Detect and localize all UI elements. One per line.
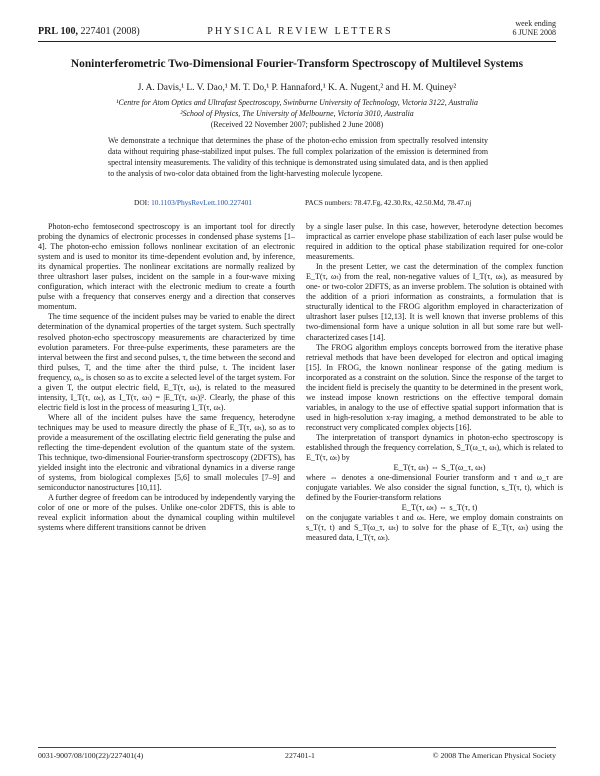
- body-paragraph: In the present Letter, we cast the determination of the complex function E_T(τ, ωₜ) from the real, non-negative values of I_T(τ, ωₜ), as measured by one- or two-color 2DFTS, as an inverse problem. The solution is obtained with the addition of a priori information as constraints, a formulation that is structurally identical to the FROG algorithm employed in characterization of ultrashort laser pulses [12,13]. It is well known that inverse problems of this two-dimensional form have a unique solution in all but some rare but well-characterized cases [14].: [306, 262, 563, 342]
- week-ending: [512, 19, 556, 37]
- body-paragraph: The time sequence of the incident pulses may be varied to enable the direct determination of the dynamical properties of the target system. Such spectrally resolved photon-echo spectroscopy measurements are characterized by time evolution parameters. For three-pulse experiments, these parameters are the interval between the first and second pulses, τ, the time between the second and third pulses, T, and the time after the third pulse, t. The incident laser frequency, ω₀, is chosen so as to excite a selected level of the target system. For a given T, the output electric field, E_T(τ, ωₜ), is related to the measured intensity, I_T(τ, ωₜ), as I_T(τ, ωₜ) = |E_T(τ, ωₜ)|². Clearly, the phase of this electric field is lost in the process of measuring I_T(τ, ωₜ).: [38, 312, 295, 412]
- header-rule: [38, 41, 556, 42]
- body-paragraph: on the conjugate variables t and ωₜ. Here, we employ domain constraints on s_T(τ, t) and S_T(ω_τ, ωₜ) to solve for the phase of E_T(τ, ωₜ) using the measured data, I_T(τ, ωₜ).: [306, 513, 563, 543]
- equation-2: E_T(τ, ωₜ) ⇔ s_T(τ, t): [401, 503, 478, 513]
- doi-line: [134, 198, 252, 207]
- author-list: J. A. Davis,¹ L. V. Dao,¹ M. T. Do,¹ P. Hannaford,¹ K. A. Nugent,² and H. M. Quiney²: [137, 83, 457, 93]
- doi-label: DOI:: [134, 198, 150, 207]
- body-paragraph: Where all of the incident pulses have the same frequency, heterodyne techniques may be used to measure directly the phase of E_T(τ, ωₜ), so as to provide a measurement of the oscillating electric field generating the pulse and reflecting the time-dependent evolution of the quantum state of the system. This technique, two-dimensional Fourier-transform spectroscopy (2DFTS), has yielded insight into the electronic and vibrational dynamics in a diverse range of systems, from biological complexes [5,6] to small molecules [7–9] and semiconductor nanostructures [10,11].: [38, 412, 295, 493]
- affiliation-1: ¹Centre for Atom Optics and Ultrafast Spectroscopy, Swinburne University of Technology, Victoria 3122, Australia: [116, 98, 478, 107]
- article-ref: 227401 (2008): [80, 26, 140, 37]
- body-paragraph: The FROG algorithm employs concepts borrowed from the iterative phase retrieval methods that have been developed for electron and optical imaging [15]. In FROG, the known nonlinear response of the gating medium is incorporated as a constraint on the solution. Since the response of the target to the incident field is precisely the quantity to be determined in the present work, we instead impose known restrictions on the effective temporal domain variables, in analogy to the use of effective spatial support information that is used in high-resolution x-ray imaging, a method demonstrated to be able to reconstruct very complicated complex objects [16].: [306, 342, 563, 432]
- received-dates: (Received 22 November 2007; published 2 June 2008): [210, 120, 384, 129]
- right-column: [306, 222, 563, 544]
- doi-link[interactable]: 10.1103/PhysRevLett.100.227401: [151, 198, 252, 207]
- left-column: [38, 222, 295, 533]
- body-paragraph: by a single laser pulse. In this case, however, heterodyne detection becomes impractical as carrier envelope phase stabilization of each laser pulse would be required in addition to the optical phase stabilization required for one-color measurements.: [306, 222, 563, 262]
- pacs-numbers: PACS numbers: 78.47.Fg, 42.30.Rx, 42.50.Md, 78.47.nj: [305, 198, 472, 207]
- body-paragraph: A further degree of freedom can be introduced by independently varying the color of one or more of the pulses. Unlike one-color 2DFTS, this is able to reveal explicit information about the dynamical coupling within multilevel systems where different transitions cannot be driven: [38, 493, 295, 533]
- footer-code: 0031-9007/08/100(22)/227401(4): [38, 751, 144, 760]
- body-paragraph: where ⇔ denotes a one-dimensional Fourier transform and τ and ω_τ are conjugate variables. We also consider the signal function, s_T(τ, t), which is defined by the Fourier-transform relations: [306, 473, 563, 503]
- week-ending-date: 6 JUNE 2008: [512, 28, 556, 37]
- week-ending-label: week ending: [515, 19, 556, 28]
- page-number: 227401-1: [285, 751, 315, 760]
- body-paragraph: Photon-echo femtosecond spectroscopy is an important tool for directly probing the dynamics of electronic processes in condensed phase systems [1–4]. The photon-echo emission follows nonlinear excitation of an electronic system and is used to monitor its time-dependent evolution and, by inference, its dynamical properties. The nonlinear excitations are normally realized by three ultrashort laser pulses, incident on the sample in a four-wave mixing configuration, which interact with the electronic medium to create a fourth pulse with a frequency that conserves energy and a direction that conserves momentum.: [38, 222, 295, 312]
- footer-rule: [38, 747, 556, 748]
- equation-1: E_T(τ, ωₜ) ⇔ S_T(ω_τ, ωₜ): [393, 463, 486, 473]
- journal-abbrev: PRL: [38, 26, 58, 37]
- journal-name: PHYSICAL REVIEW LETTERS: [207, 26, 393, 37]
- body-paragraph: The interpretation of transport dynamics in photon-echo spectroscopy is established through the frequency correlation, S_T(ω_τ, ωₜ), which is related to E_T(τ, ωₜ) by: [306, 432, 563, 463]
- abstract: We demonstrate a technique that determines the phase of the photon-echo emission from spectrally resolved intensity data without requiring phase-stabilized input pulses. The full complex polarization of the emission is determined from spectral intensity measurements. The validity of this technique is demonstrated using simulated data, and is then applied to the analysis of two-color data obtained from the light-harvesting molecule lycopene.: [108, 136, 488, 178]
- copyright: © 2008 The American Physical Society: [432, 751, 556, 760]
- journal-volume: 100,: [60, 26, 78, 37]
- affiliation-2: ²School of Physics, The University of Melbourne, Victoria 3010, Australia: [180, 109, 414, 118]
- paper-title: Noninterferometric Two-Dimensional Fourier-Transform Spectroscopy of Multilevel Systems: [70, 58, 524, 70]
